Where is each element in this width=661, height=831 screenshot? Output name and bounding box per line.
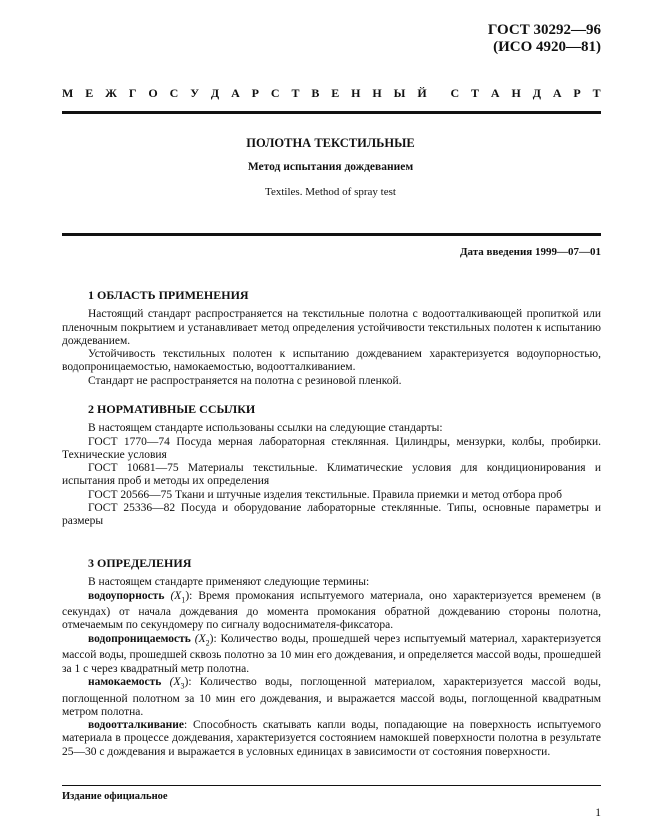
banner-letter: Р [573, 86, 581, 100]
reference-item: ГОСТ 1770—74 Посуда мерная лабораторная стеклянная. Цилиндры, мензурки, колбы, пробирки. Технические условия [62, 435, 601, 461]
section-3 [62, 557, 601, 759]
paragraph: Настоящий стандарт распространяется на текстильные полотна с водоотталкивающей пропиткой или пленочным покрытием и устанавливает метод определения устойчивости текстильных полотен к испытанию дождеванием. [62, 308, 601, 347]
banner-letter: Е [85, 86, 94, 100]
section-heading: 3 ОПРЕДЕЛЕНИЯ [88, 556, 192, 570]
section-1 [62, 289, 601, 388]
document-title: ПОЛОТНА ТЕКСТИЛЬНЫЕ [246, 136, 415, 150]
banner-letter: Д [532, 86, 541, 100]
title-divider [62, 233, 601, 236]
definition-subscript: 2 [205, 638, 210, 648]
definition-term: водопроницаемость [88, 632, 191, 645]
banner-letter: Р [251, 86, 259, 100]
section-2 [62, 403, 601, 529]
banner-letter: С [270, 86, 280, 100]
iso-number: (ИСО 4920—81) [493, 39, 601, 55]
footer-divider [62, 785, 601, 786]
banner-letter: Е [331, 86, 340, 100]
paragraph: Стандарт не распространяется на полотна с резиновой пленкой. [88, 374, 402, 387]
gost-designation [488, 22, 601, 56]
banner-letter: Ж [105, 86, 117, 100]
banner-letter: Д [210, 86, 220, 100]
banner-letter: О [148, 86, 158, 100]
banner-letter: Т [471, 86, 480, 100]
banner-letter: Г [128, 86, 137, 100]
section-heading: 2 НОРМАТИВНЫЕ ССЫЛКИ [88, 402, 256, 416]
section-heading: 1 ОБЛАСТЬ ПРИМЕНЕНИЯ [88, 288, 249, 302]
paragraph: В настоящем стандарте применяют следующие термины: [88, 576, 370, 589]
banner-letter: С [450, 86, 460, 100]
definition-term: намокаемость [88, 675, 162, 688]
page-number: 1 [595, 807, 601, 819]
paragraph: Устойчивость текстильных полотен к испытанию дождеванием характеризуется водоупорностью, водопроницаемостью, намокаемостью, водоотталкиванием. [62, 348, 601, 374]
reference-item: ГОСТ 10681—75 Материалы текстильные. Климатические условия для кондиционирования и испытания проб и методы их определения [62, 462, 601, 488]
banner-letter: У [190, 86, 200, 100]
banner-letter: Н [351, 86, 361, 100]
reference-item: ГОСТ 20566—75 Ткани и штучные изделия текстильные. Правила приемки и метод отбора проб [88, 488, 562, 501]
banner-letter: С [169, 86, 179, 100]
banner-letter: А [490, 86, 500, 100]
document-english-title: Textiles. Method of spray test [265, 186, 396, 198]
standard-type-banner [62, 86, 601, 101]
definition-term: водоупорность [88, 589, 165, 602]
definition-text: ): Время промокания испытуемого материала, оно характеризуется временем (в секундах) от начала дождевания до момента промокания обратной дождеванию стороны полотна, отмечаемым по секундомеру по сигналу водоснимателя-фиксатора. [62, 589, 601, 632]
banner-letter: Ы [393, 86, 406, 100]
official-edition-label: Издание официальное [62, 791, 168, 802]
banner-letter: Т [291, 86, 300, 100]
banner-letter: А [552, 86, 562, 100]
banner-letter: Н [372, 86, 382, 100]
banner-letter: Т [592, 86, 601, 100]
definition-item [62, 719, 601, 759]
banner-letter: Й [417, 86, 427, 100]
definition-symbol: (X [170, 589, 182, 602]
definition-text: ): Количество воды, прошедшей через испытуемый материал, характеризуется массой воды, прошедшей сквозь полотно за 10 мин его дождевания, и определяется массой воды, прошедшей за 1 с через квадратный метр полотна. [62, 632, 602, 675]
top-divider [62, 111, 601, 114]
definition-text: ): Количество воды, поглощенной материалом, характеризуется массой воды, поглощенной полотном за 10 мин его дождевания, и выражается массой воды, поглощенной квадратным метром полотна. [62, 675, 602, 718]
banner-letter: М [62, 86, 74, 100]
document-subtitle: Метод испытания дождеванием [247, 161, 414, 173]
paragraph: В настоящем стандарте использованы ссылки на следующие стандарты: [88, 422, 443, 435]
banner-letter: В [311, 86, 320, 100]
definition-symbol: (X [169, 675, 181, 688]
definition-text: : Способность скатывать капли воды, попадающие на поверхность испытуемого материала в процессе дождевания, характеризуется состоянием намокшей поверхности полотна в результате 25—30 с дождевания и выражается в условных единицах в зависимости от состояния поверхности. [62, 719, 601, 758]
definition-item [62, 633, 601, 676]
definition-subscript: 1 [181, 594, 186, 604]
introduction-date: Дата введения 1999—07—01 [459, 246, 601, 258]
definition-item [62, 676, 601, 719]
banner-letter: А [231, 86, 240, 100]
banner-letter: Н [511, 86, 521, 100]
definition-symbol: (X [194, 632, 206, 645]
definition-term: водоотталкивание [88, 719, 185, 732]
definition-subscript: 3 [180, 681, 185, 691]
gost-number: ГОСТ 30292—96 [487, 22, 601, 38]
definition-item [62, 590, 601, 633]
reference-item: ГОСТ 25336—82 Посуда и оборудование лабораторные стеклянные. Типы, основные параметры и размеры [62, 502, 601, 528]
